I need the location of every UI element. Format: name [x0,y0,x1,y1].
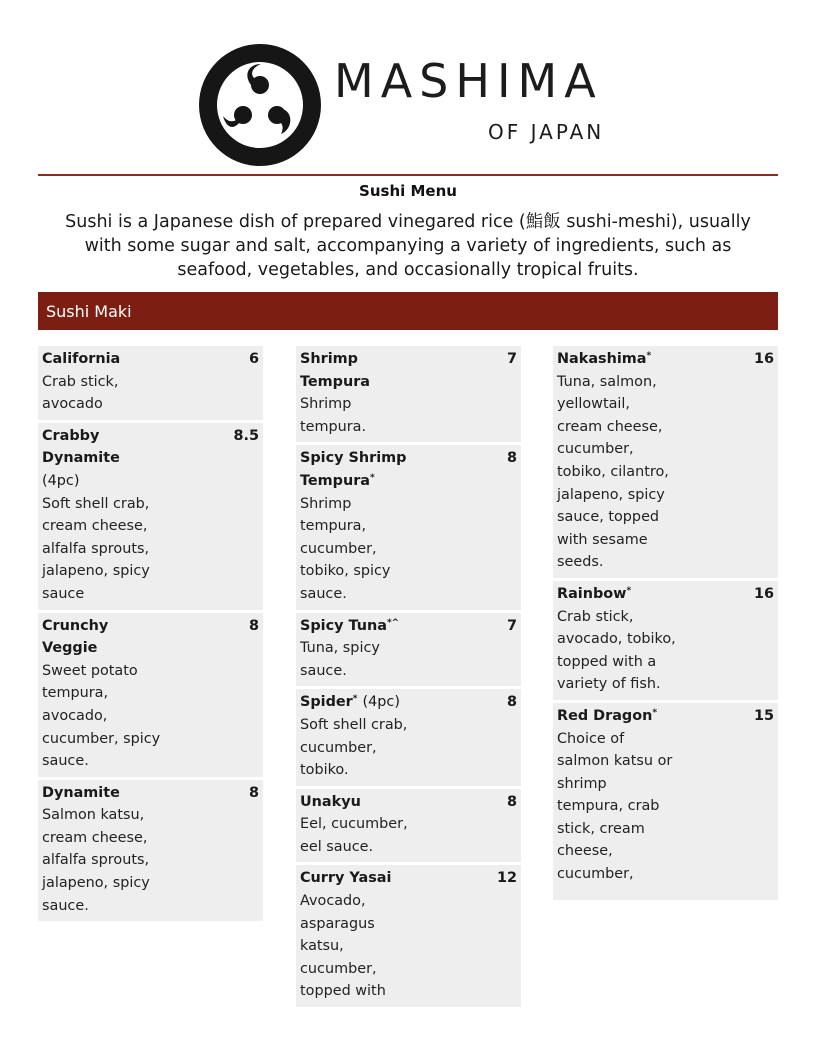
menu-title: Sushi Menu [359,182,457,200]
menu-item [38,613,263,777]
item-price: 7 [506,351,517,367]
menu-item [296,689,521,785]
item-description: Soft shell crab, cream cheese, alfalfa sprouts, jalapeno, spicy sauce [42,495,150,602]
item-price: 8 [506,450,517,467]
item-price: 15 [753,707,774,724]
menu-column-2 [296,346,521,1010]
item-description: Crab stick, avocado, tobiko, topped with a variety of fish. [557,608,676,693]
item-description: Tuna, spicy sauce. [300,640,380,679]
item-description: Soft shell crab, cucumber, tobiko. [300,716,408,779]
item-description: Avocado, asparagus katsu, cucumber, topped with [300,893,386,1000]
item-price: 7 [506,617,517,634]
item-name: Rainbow* [557,585,632,602]
item-name: Spicy Shrimp Tempura* [300,450,407,489]
item-mark: * [646,351,652,361]
menu-item [296,865,521,1007]
item-price: 16 [753,351,774,367]
item-description: Crab stick, avocado [42,373,119,413]
menu-item [296,445,521,609]
item-price: 6 [248,351,259,367]
menu-item [38,346,263,420]
item-name: Crabby Dynamite (4pc) [42,427,120,489]
mitsudomoe-logo-icon [199,44,321,166]
item-name: Red Dragon* [557,707,658,724]
item-description: Choice of salmon katsu or shrimp tempura, crab stick, cream cheese, cucumber, [557,730,673,883]
menu-item [553,346,778,578]
item-description: Shrimp tempura. [300,396,367,435]
menu-item [296,789,521,863]
menu-item [296,346,521,442]
item-description: Eel, cucumber, eel sauce. [300,816,408,855]
item-price: 8 [248,784,259,801]
item-name: Nakashima* [557,351,652,367]
item-price: 8 [506,793,517,810]
intro-text: Sushi is a Japanese dish of prepared vinegared rice (鮨飯 sushi-meshi), usually with some sugar and salt, accompanying a variety of ingredients, such as seafood, vegetables, and occasionally tropical fruits. [65,212,751,280]
item-description: Shrimp tempura, cucumber, tobiko, spicy sauce. [300,495,391,602]
item-name: Curry Yasai [300,870,392,887]
header [0,0,816,175]
menu-item [296,613,521,687]
item-name: Unakyu [300,793,361,810]
item-name: California [42,351,121,367]
menu-item [553,703,778,900]
item-mark: *^ [386,617,400,628]
item-mark: * [352,694,358,705]
item-price: 12 [496,870,517,887]
section-title: Sushi Maki [46,302,132,321]
item-mark: * [626,585,632,596]
menu-item [38,780,263,922]
item-description: Sweet potato tempura, avocado, cucumber, spicy sauce. [42,662,161,770]
menu-item [553,581,778,700]
item-price: 16 [753,585,774,602]
item-description: Salmon katsu, cream cheese, alfalfa sprouts, jalapeno, spicy sauce. [42,807,150,914]
menu-item [38,423,263,610]
menu-column-3 [553,346,778,903]
item-name: Dynamite [42,784,120,801]
item-description: Tuna, salmon, yellowtail, cream cheese, cucumber, tobiko, cilantro, jalapeno, spicy sauce, topped with sesame seeds. [557,373,669,571]
item-name: Shrimp Tempura [300,351,371,390]
item-price: 8.5 [233,427,259,444]
item-mark: * [652,707,658,718]
item-price: 8 [506,694,517,711]
menu-column-1 [38,346,263,924]
brand-subtitle: OF JAPAN [488,120,605,144]
header-divider [38,174,778,176]
section-header [38,292,778,330]
item-name: Crunchy Veggie [42,617,109,657]
item-price: 8 [248,617,259,634]
item-name: Spider* (4pc) [300,694,400,711]
item-note: (4pc) [42,472,80,489]
item-mark: * [370,472,375,483]
brand-name: MASHIMA [334,54,603,108]
item-note: (4pc) [362,694,400,711]
item-name: Spicy Tuna*^ [300,617,400,634]
